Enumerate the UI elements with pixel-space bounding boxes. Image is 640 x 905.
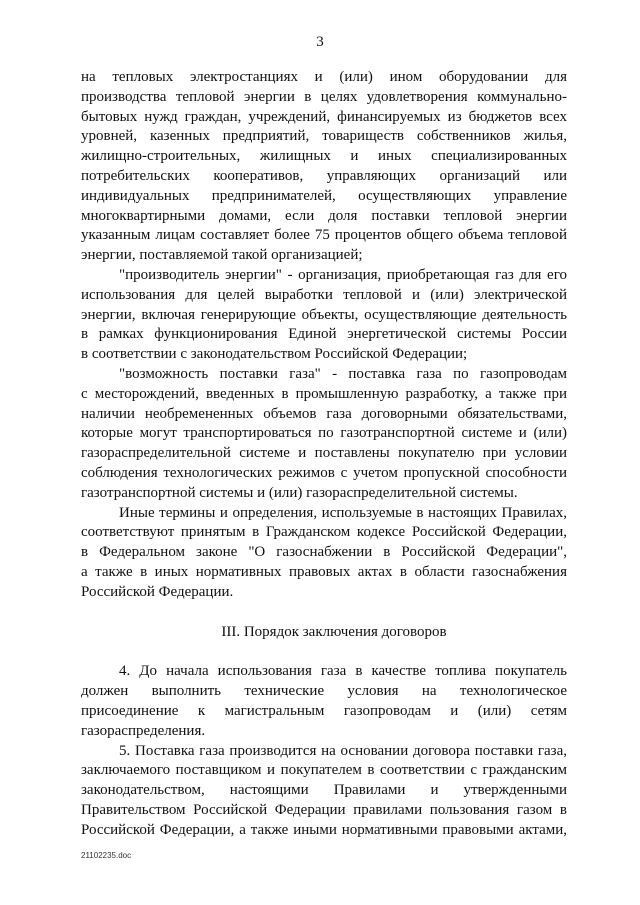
text-line: с месторождений, введенных в промышленную разработку, а также при: [81, 385, 567, 402]
text-line: в соответствии с законодательством Российской Федерации;: [81, 346, 468, 363]
text-line: Российской Федерации.: [81, 583, 234, 600]
text-line: потребительских кооперативов, управляющих организаций или: [81, 167, 567, 184]
text-line: жилищно-строительных, жилищных и иных специализированных: [81, 148, 567, 165]
text-line: 4. До начала использования газа в качестве топлива покупатель: [119, 663, 567, 680]
paragraph-definition-energy-producer: [81, 266, 567, 365]
text-line: соответствуют принятым в Гражданском кодексе Российской Федерации,: [81, 524, 567, 541]
text-line: "возможность поставки газа" - поставка газа по газопроводам: [119, 365, 567, 382]
text-line: газотранспортной системы и (или) газораспределительной системы.: [81, 484, 518, 501]
text-line: соблюдения технологических режимов с учетом пропускной способности: [81, 464, 567, 481]
text-line: Иные термины и определения, используемые в настоящих Правилах,: [119, 504, 567, 521]
text-line: Российской Федерации, а также иными нормативными правовыми актами,: [81, 821, 567, 838]
paragraph-clause-4: [81, 662, 567, 741]
text-line: наличии необремененных объемов газа договорными обязательствами,: [81, 405, 567, 422]
text-line: использования для целей выработки тепловой и (или) электрической: [81, 286, 567, 303]
page-number: 3: [316, 34, 324, 50]
text-line: Правительством Российской Федерации правилами пользования газом в: [81, 801, 567, 818]
text-line: которые могут транспортироваться по газотранспортной системе и (или): [81, 425, 567, 442]
text-line: "производитель энергии" - организация, приобретающая газ для его: [119, 266, 567, 283]
text-line: уровней, казенных предприятий, товариществ собственников жилья,: [81, 128, 567, 145]
section-heading: III. Порядок заключения договоров: [221, 623, 447, 640]
paragraph-other-terms: [81, 504, 567, 603]
text-line: газораспределительной системе и поставлены покупателю при условии: [81, 445, 567, 462]
text-line: производства тепловой энергии в целях удовлетворения коммунально-: [81, 88, 567, 105]
text-line: газораспределения.: [81, 722, 206, 739]
text-line: на тепловых электростанциях и (или) ином оборудовании для: [81, 69, 567, 85]
text-line: в Федеральном законе "О газоснабжении в Российской Федерации",: [81, 544, 567, 561]
text-line: заключаемого поставщиком и покупателем в соответствии с гражданским: [81, 762, 567, 779]
footer-filename: 21102235.doc: [81, 851, 132, 860]
text-line: в рамках функционирования Единой энергетической системы России: [81, 326, 567, 343]
text-line: указанным лицам составляет более 75 процентов общего объема тепловой: [81, 227, 567, 244]
paragraph-clause-5: [81, 742, 567, 841]
text-line: многоквартирными домами, если доля поставки тепловой энергии: [81, 207, 567, 224]
text-line: присоединение к магистральным газопроводам и (или) сетям: [81, 702, 567, 719]
text-line: энергии, поставляемой такой организацией;: [81, 247, 363, 264]
text-line: 5. Поставка газа производится на основании договора поставки газа,: [119, 742, 567, 759]
text-line: индивидуальных предпринимателей, осуществляющих управление: [81, 187, 567, 204]
text-line: бытовых нужд граждан, учреждений, финансируемых из бюджетов всех: [81, 108, 567, 125]
text-line: энергии, включая генерирующие объекты, осуществляющие деятельность: [81, 306, 567, 323]
text-line: должен выполнить технические условия на технологическое: [81, 683, 567, 700]
paragraph-definition-supply-possibility: [81, 365, 567, 504]
document-body: [81, 68, 567, 840]
paragraph-continuation: [81, 68, 567, 266]
text-line: законодательством, настоящими Правилами и утвержденными: [81, 782, 567, 799]
text-line: а также в иных нормативных правовых актах в области газоснабжения: [81, 563, 567, 580]
